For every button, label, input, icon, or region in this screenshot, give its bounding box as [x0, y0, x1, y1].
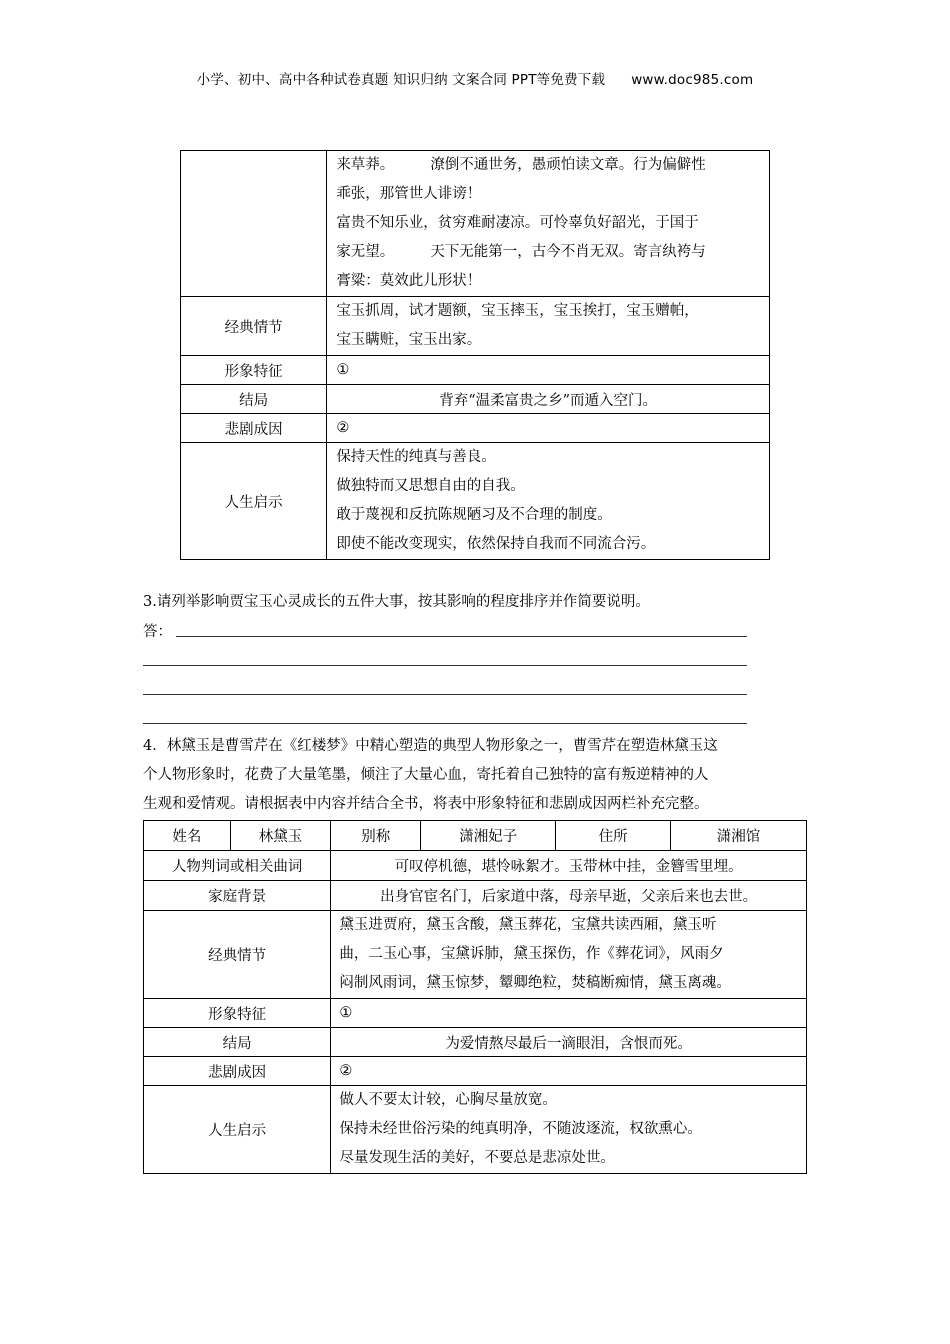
blank-2[interactable]: ②	[327, 414, 770, 443]
content-line: 尽量发现生活的美好，不要总是悲凉处世。	[339, 1150, 615, 1166]
row-label: 结局	[181, 385, 327, 414]
poem-line: 膏粱：莫效此儿形状！	[336, 273, 482, 289]
table-row	[144, 881, 807, 911]
row-label: 人物判词或相关曲词	[144, 851, 331, 881]
table-row	[181, 414, 770, 443]
row-content: 背弃“温柔富贵之乡”而遁入空门。	[327, 385, 770, 414]
content-line: 做独特而又思想自由的自我。	[336, 478, 525, 494]
header-site-link[interactable]: www.doc985.com	[631, 72, 754, 88]
table-cell-empty	[181, 151, 327, 297]
content-line: 即使不能改变现实，依然保持自我而不同流合污。	[336, 536, 656, 552]
content-line: 曲，二玉心事，宝黛诉肺，黛玉探伤，作《葬花词》，风雨夕	[339, 946, 724, 962]
content-line: 敢于蔑视和反抗陈规陋习及不合理的制度。	[336, 507, 612, 523]
table-row	[181, 151, 770, 297]
row-label: 人生启示	[181, 443, 327, 560]
blank-1[interactable]: ①	[327, 356, 770, 385]
content-line: 做人不要太计较，心胸尽量放宽。	[339, 1092, 557, 1108]
question-line: 生观和爱情观。请根据表中内容并结合全书，将表中形象特征和悲剧成因两栏补充完整。	[143, 796, 709, 812]
table-row	[144, 999, 807, 1028]
content-line: 宝玉抓周，试才题额，宝玉摔玉，宝玉挨打，宝玉赠帕，	[336, 303, 699, 319]
answer-line[interactable]	[143, 665, 747, 666]
question-3: 3.请列举影响贾宝玉心灵成长的五件大事，按其影响的程度排序并作简要说明。	[143, 594, 650, 610]
poem-cell	[327, 151, 770, 297]
blank-2[interactable]: ②	[331, 1057, 807, 1086]
table-row	[144, 911, 807, 999]
header-text: 小学、初中、高中各种试卷真题 知识归纳 文案合同 PPT等免费下载	[196, 72, 606, 88]
content-line: 宝玉瞒赃，宝玉出家。	[336, 332, 482, 348]
answer-line[interactable]	[143, 723, 747, 724]
name-value: 林黛玉	[230, 821, 331, 851]
table-header-row	[144, 821, 807, 851]
table-row	[181, 297, 770, 356]
blank-1[interactable]: ①	[331, 999, 807, 1028]
daiyu-table	[143, 820, 807, 1174]
baoyu-table	[180, 150, 770, 560]
table-row	[181, 443, 770, 560]
row-content: 可叹停机德，堪怜咏絮才。玉带林中挂，金簪雪里埋。	[331, 851, 807, 881]
row-label: 家庭背景	[144, 881, 331, 911]
poem-line: 来草莽。 潦倒不通世务，愚顽怕读文章。行为偏僻性	[336, 157, 706, 173]
poem-line: 乖张，那管世人诽谤！	[336, 186, 482, 202]
row-content	[327, 297, 770, 356]
table-row	[181, 356, 770, 385]
answer-line[interactable]	[143, 694, 747, 695]
row-label: 形象特征	[181, 356, 327, 385]
row-label: 悲剧成因	[181, 414, 327, 443]
row-content: 为爱情熬尽最后一滴眼泪，含恨而死。	[331, 1028, 807, 1057]
table-row	[144, 1028, 807, 1057]
page-header	[0, 68, 950, 88]
question-line: 个人物形象时，花费了大量笔墨，倾注了大量心血，寄托着自己独特的富有叛逆精神的人	[143, 767, 709, 783]
table-row	[144, 1057, 807, 1086]
row-label: 形象特征	[144, 999, 331, 1028]
residence-label: 住所	[556, 821, 671, 851]
question-4	[143, 732, 807, 819]
alias-label: 别称	[331, 821, 421, 851]
table-row	[144, 1086, 807, 1174]
row-label: 经典情节	[181, 297, 327, 356]
alias-value: 潇湘妃子	[421, 821, 556, 851]
row-label: 悲剧成因	[144, 1057, 331, 1086]
answer-line[interactable]	[176, 636, 747, 637]
name-label: 姓名	[144, 821, 231, 851]
poem-line: 家无望。 天下无能第一，古今不肖无双。寄言纨袴与	[336, 244, 706, 260]
answer-label: 答：	[143, 624, 172, 640]
poem-line: 富贵不知乐业，贫穷难耐凄凉。可怜辜负好韶光，于国于	[336, 215, 699, 231]
content-line: 保持天性的纯真与善良。	[336, 449, 496, 465]
row-content	[331, 1086, 807, 1174]
row-label: 结局	[144, 1028, 331, 1057]
residence-value: 潇湘馆	[671, 821, 807, 851]
content-line: 黛玉进贾府，黛玉含酸，黛玉葬花，宝黛共读西厢，黛玉听	[339, 917, 717, 933]
content-line: 保持未经世俗污染的纯真明净，不随波逐流，权欲熏心。	[339, 1121, 702, 1137]
question-line: 4．林黛玉是曹雪芹在《红楼梦》中精心塑造的典型人物形象之一，曹雪芹在塑造林黛玉这	[143, 738, 718, 754]
content-line: 闷制风雨词，黛玉惊梦，颦卿绝粒，焚稿断痴情，黛玉离魂。	[339, 975, 731, 991]
table-row	[181, 385, 770, 414]
row-content	[327, 443, 770, 560]
row-label: 经典情节	[144, 911, 331, 999]
row-content: 出身官宦名门，后家道中落，母亲早逝，父亲后来也去世。	[331, 881, 807, 911]
table-row	[144, 851, 807, 881]
row-label: 人生启示	[144, 1086, 331, 1174]
row-content	[331, 911, 807, 999]
